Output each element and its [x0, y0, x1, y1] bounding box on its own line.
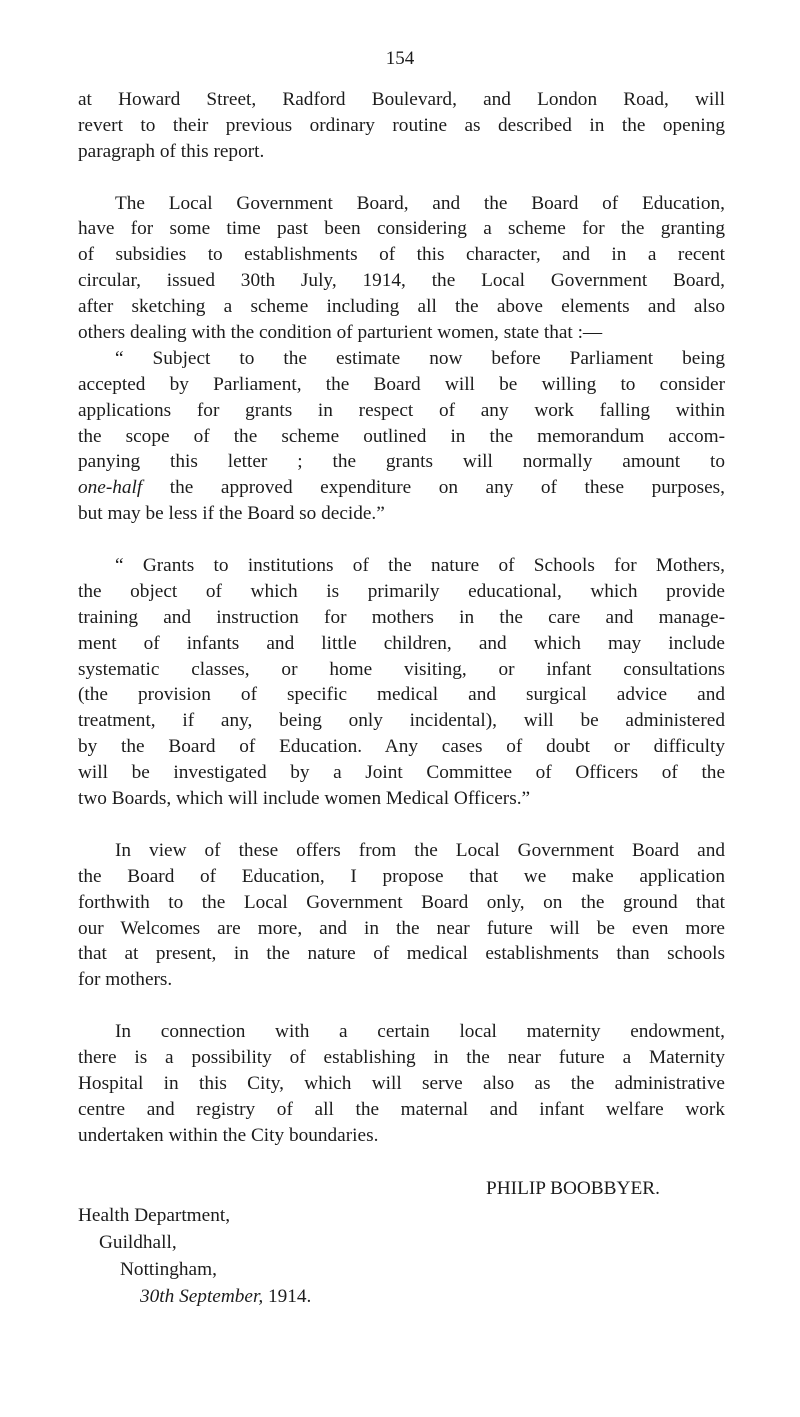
text-line	[78, 346, 725, 372]
date-year: 1914.	[263, 1286, 312, 1307]
text-segment: the approved expenditure on any of these purposes,	[142, 477, 725, 499]
text-segment: In connection with a certain local maternity endowment,	[115, 1021, 725, 1043]
text-line	[78, 553, 725, 579]
text-line	[78, 916, 725, 942]
text-line	[78, 708, 725, 734]
paragraph	[78, 838, 725, 993]
text-segment: for mothers.	[78, 969, 173, 991]
text-segment: In view of these offers from the Local Government Board and	[115, 839, 725, 861]
text-segment: ment of infants and little children, and which may include	[78, 632, 725, 654]
text-segment: the Board of Education, I propose that we make application	[78, 865, 725, 887]
text-line	[78, 424, 725, 450]
text-segment: panying this letter ; the grants will normally amount to	[78, 451, 725, 473]
text-line	[78, 967, 725, 993]
text-segment: undertaken within the City boundaries.	[78, 1124, 379, 1146]
page-number: 154	[385, 48, 415, 69]
text-line	[78, 864, 725, 890]
text-line	[78, 734, 725, 760]
text-line	[78, 1045, 725, 1071]
text-segment: systematic classes, or home visiting, or infant consultations	[78, 658, 725, 680]
text-line	[78, 139, 725, 165]
text-segment: will be investigated by a Joint Committee of Officers of the	[78, 762, 725, 784]
text-segment: have for some time past been considering a scheme for the granting	[78, 218, 725, 240]
paragraph	[78, 1019, 725, 1148]
text-line	[78, 682, 725, 708]
text-segment: “ Subject to the estimate now before Parliament being	[115, 347, 725, 369]
text-segment: others dealing with the condition of parturient women, state that :—	[78, 322, 603, 344]
text-segment: paragraph of this report.	[78, 140, 265, 162]
text-line	[78, 501, 725, 527]
text-line	[78, 191, 725, 217]
text-line	[78, 890, 725, 916]
text-line	[78, 786, 725, 812]
paragraph	[78, 191, 725, 346]
paragraph	[78, 553, 725, 812]
text-line	[78, 838, 725, 864]
text-segment: “ Grants to institutions of the nature of Schools for Mothers,	[115, 555, 725, 577]
text-line	[78, 372, 725, 398]
text-line	[78, 579, 725, 605]
text-line	[78, 320, 725, 346]
text-line	[78, 449, 725, 475]
text-segment: there is a possibility of establishing in the near future a Maternity	[78, 1046, 725, 1068]
text-segment: Hospital in this City, which will serve also as the administrative	[78, 1072, 725, 1094]
text-segment: by the Board of Education. Any cases of doubt or difficulty	[78, 736, 725, 758]
text-line	[78, 941, 725, 967]
body-text	[78, 87, 725, 1174]
text-segment: the scope of the scheme outlined in the memorandum accom-	[78, 425, 725, 447]
address-line: Health Department,	[78, 1205, 231, 1226]
text-segment: our Welcomes are more, and in the near future will be even more	[78, 917, 725, 939]
signatory-name: PHILIP BOOBBYER.	[486, 1178, 660, 1199]
text-line	[78, 216, 725, 242]
text-segment: The Local Government Board, and the Board of Education,	[115, 192, 725, 214]
text-segment: of subsidies to establishments of this character, and in a recent	[78, 244, 725, 266]
text-segment: two Boards, which will include women Medical Officers.”	[78, 788, 531, 810]
text-line	[78, 294, 725, 320]
text-line	[78, 1097, 725, 1123]
text-segment: at Howard Street, Radford Boulevard, and London Road, will	[78, 89, 725, 110]
text-segment: forthwith to the Local Government Board only, on the ground that	[78, 891, 725, 913]
text-segment: applications for grants in respect of any work falling within	[78, 399, 725, 421]
italic-text: one-half	[78, 477, 143, 499]
text-segment: after sketching a scheme including all the above elements and also	[78, 296, 725, 318]
address-line: Guildhall,	[99, 1232, 177, 1253]
text-segment: accepted by Parliament, the Board will be willing to consider	[78, 373, 725, 395]
text-line	[78, 760, 725, 786]
paragraph	[78, 346, 725, 527]
text-segment: centre and registry of all the maternal and infant welfare work	[78, 1098, 725, 1120]
text-line	[78, 1019, 725, 1045]
text-segment: that at present, in the nature of medical establishments than schools	[78, 943, 725, 965]
text-segment: the object of which is primarily educational, which provide	[78, 580, 725, 602]
text-line	[78, 475, 725, 501]
text-line	[78, 657, 725, 683]
paragraph	[78, 87, 725, 165]
date-italic: 30th September,	[140, 1286, 264, 1307]
text-segment: (the provision of specific medical and surgical advice and	[78, 684, 725, 706]
text-segment: training and instruction for mothers in the care and manage-	[78, 606, 725, 628]
text-line	[78, 1123, 725, 1149]
text-line	[78, 631, 725, 657]
text-line	[78, 268, 725, 294]
text-segment: revert to their previous ordinary routine as described in the opening	[78, 114, 725, 136]
text-line	[78, 398, 725, 424]
text-line	[78, 87, 725, 113]
text-line	[78, 242, 725, 268]
date-line	[140, 1284, 311, 1310]
address-line: Nottingham,	[120, 1259, 217, 1280]
text-line	[78, 1071, 725, 1097]
text-segment: but may be less if the Board so decide.”	[78, 503, 385, 525]
text-line	[78, 113, 725, 139]
text-segment: treatment, if any, being only incidental), will be administered	[78, 710, 725, 732]
text-line	[78, 605, 725, 631]
text-segment: circular, issued 30th July, 1914, the Local Government Board,	[78, 270, 725, 292]
